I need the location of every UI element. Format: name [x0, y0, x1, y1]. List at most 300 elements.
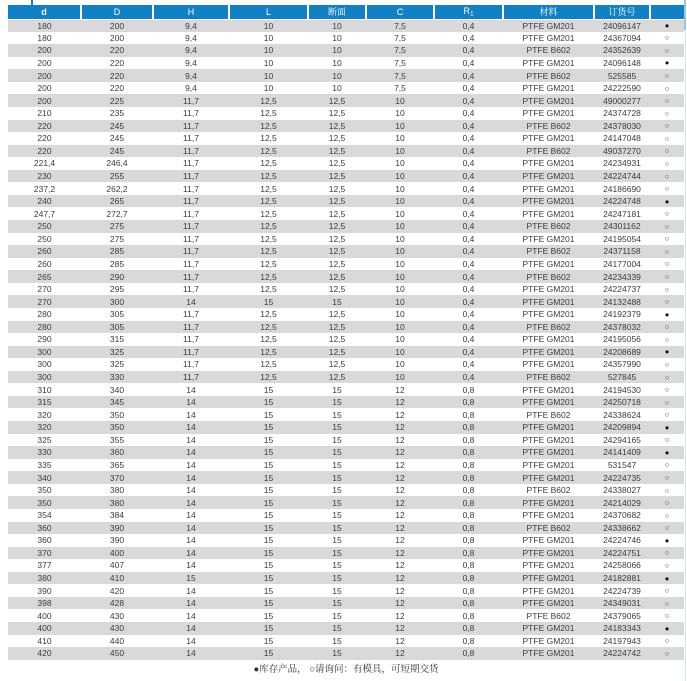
inquire-open-circle-icon: ○ — [664, 498, 670, 508]
table-row — [8, 207, 684, 220]
cell-R1: 0,8 — [462, 585, 475, 596]
cell-H: 15 — [186, 573, 196, 584]
cell-C: 12 — [395, 510, 405, 521]
stock-filled-circle-icon: ● — [664, 447, 670, 457]
cell-R1: 0,4 — [462, 359, 475, 370]
cell-R1: 0,8 — [462, 648, 475, 659]
cell-R1: 0,8 — [462, 459, 475, 470]
cell-R1: 0,4 — [462, 45, 475, 56]
cell-L: 10 — [263, 83, 274, 94]
availability-legend: ●库存产品， ○请询问：有模具，可短期交货 — [253, 664, 439, 675]
table-row — [8, 572, 684, 585]
cell-section: 15 — [332, 648, 342, 659]
cell-d: 180 — [37, 32, 52, 43]
cell-material: PTFE GM201 — [522, 547, 575, 558]
cell-material: PTFE B602 — [526, 70, 571, 81]
cell-material: PTFE GM201 — [522, 284, 575, 295]
cell-H: 14 — [186, 648, 196, 659]
table-row — [8, 509, 684, 522]
cell-section: 10 — [332, 83, 342, 94]
cell-H: 9,4 — [185, 20, 197, 31]
cell-H: 14 — [186, 535, 196, 546]
cell-L: 12,5 — [260, 171, 277, 182]
cell-order-no: 24224735 — [603, 472, 641, 483]
cell-material: PTFE B602 — [526, 321, 571, 332]
cell-D: 370 — [109, 472, 125, 483]
cell-material: PTFE GM201 — [522, 108, 575, 119]
cell-D: 272,7 — [106, 208, 128, 219]
cell-d: 240 — [37, 196, 52, 207]
cell-d: 230 — [37, 171, 52, 182]
table-row — [8, 484, 684, 497]
cell-d: 340 — [37, 472, 52, 483]
cell-L: 12,5 — [260, 158, 277, 169]
cell-d: 250 — [37, 221, 52, 232]
cell-C: 12 — [395, 648, 405, 659]
inquire-open-circle-icon: ○ — [664, 158, 670, 168]
cell-C: 10 — [395, 284, 405, 295]
cell-D: 365 — [109, 459, 125, 470]
cell-order-no: 24132488 — [603, 296, 641, 307]
cell-D: 325 — [109, 359, 125, 370]
cell-H: 14 — [186, 623, 196, 634]
stock-filled-circle-icon: ● — [664, 196, 670, 206]
cell-order-no: 24224751 — [603, 547, 641, 558]
cell-material: PTFE B602 — [526, 409, 571, 420]
cell-H: 9,4 — [185, 83, 197, 94]
table-row — [8, 622, 684, 635]
cell-D: 220 — [109, 45, 125, 56]
inquire-open-circle-icon: ○ — [664, 372, 670, 382]
cell-order-no: 24186690 — [603, 183, 641, 194]
column-header-R1: $R_1$ — [434, 5, 503, 19]
cell-section: 12,5 — [328, 221, 346, 232]
cell-C: 12 — [395, 585, 405, 596]
cell-D: 285 — [109, 246, 125, 257]
inquire-open-circle-icon: ○ — [664, 322, 670, 332]
cell-L: 15 — [263, 623, 274, 634]
table-row — [8, 195, 684, 208]
cell-H: 11,7 — [183, 346, 199, 357]
inquire-open-circle-icon: ○ — [664, 121, 670, 131]
cell-section: 12,5 — [328, 321, 346, 332]
table-row — [8, 333, 684, 346]
cell-d: 200 — [37, 45, 52, 56]
cell-D: 340 — [109, 384, 125, 395]
cell-section: 12,5 — [328, 233, 346, 244]
table-row — [8, 132, 684, 145]
table-row — [8, 371, 684, 384]
cell-section: 10 — [332, 32, 342, 43]
cell-section: 15 — [332, 623, 342, 634]
cell-R1: 0,4 — [462, 32, 475, 43]
cell-section: 12,5 — [328, 359, 346, 370]
cell-R1: 0,8 — [462, 610, 475, 621]
cell-d: 220 — [37, 133, 52, 144]
table-row — [8, 44, 684, 57]
cell-H: 11,7 — [183, 95, 199, 106]
cell-L: 12,5 — [260, 196, 277, 207]
cell-material: PTFE GM201 — [522, 535, 575, 546]
cell-R1: 0,4 — [462, 70, 475, 81]
cell-order-no: 24258066 — [603, 560, 641, 571]
cell-H: 11,7 — [183, 171, 199, 182]
cell-L: 15 — [263, 409, 274, 420]
cell-section: 15 — [332, 409, 342, 420]
cell-D: 355 — [109, 434, 125, 445]
cell-D: 235 — [109, 108, 125, 119]
cell-d: 335 — [37, 459, 52, 470]
cell-L: 12,5 — [260, 133, 277, 144]
cell-L: 15 — [263, 635, 274, 646]
cell-R1: 0,8 — [462, 422, 475, 433]
cell-L: 10 — [263, 70, 274, 81]
cell-d: 247,7 — [33, 208, 56, 219]
inquire-open-circle-icon: ○ — [664, 83, 670, 93]
cell-L: 15 — [263, 384, 274, 395]
cell-order-no: 24096148 — [603, 57, 641, 68]
table-row — [8, 270, 684, 283]
cell-D: 440 — [109, 635, 125, 646]
cell-D: 262,2 — [106, 183, 128, 194]
inquire-open-circle-icon: ○ — [664, 71, 670, 81]
cell-C: 7,5 — [394, 45, 406, 56]
cell-section: 15 — [332, 610, 342, 621]
cell-section: 15 — [332, 485, 342, 496]
cell-H: 11,7 — [183, 359, 199, 370]
cell-material: PTFE GM201 — [522, 397, 575, 408]
cell-section: 12,5 — [328, 133, 346, 144]
cell-C: 10 — [395, 208, 405, 219]
cell-section: 15 — [332, 384, 342, 395]
cell-D: 220 — [109, 57, 125, 68]
cell-R1: 0,4 — [462, 57, 475, 68]
cell-material: PTFE GM201 — [522, 346, 575, 357]
cell-R1: 0,4 — [462, 372, 475, 383]
cell-d: 390 — [37, 585, 52, 596]
cell-H: 11,7 — [183, 271, 199, 282]
cell-material: PTFE GM201 — [522, 635, 575, 646]
inquire-open-circle-icon: ○ — [664, 284, 670, 294]
cell-section: 10 — [332, 20, 342, 31]
table-row — [8, 396, 684, 409]
cell-L: 15 — [263, 459, 274, 470]
cell-D: 410 — [109, 573, 125, 584]
cell-R1: 0,8 — [462, 522, 475, 533]
table-row — [8, 120, 684, 133]
cell-L: 15 — [263, 598, 274, 609]
cell-order-no: 49000277 — [603, 95, 641, 106]
inquire-open-circle-icon: ○ — [664, 359, 670, 369]
column-header-L: L — [229, 5, 308, 19]
cell-material: PTFE B602 — [526, 45, 571, 56]
cell-R1: 0,8 — [462, 598, 475, 609]
cell-C: 10 — [395, 183, 405, 194]
cell-L: 10 — [263, 32, 274, 43]
table-row — [8, 258, 684, 271]
cell-H: 14 — [186, 472, 196, 483]
cell-material: PTFE GM201 — [522, 158, 575, 169]
cell-R1: 0,4 — [462, 108, 475, 119]
cell-L: 15 — [263, 296, 274, 307]
cell-C: 12 — [395, 598, 405, 609]
cell-L: 15 — [263, 510, 274, 521]
cell-d: 210 — [37, 108, 52, 119]
cell-section: 10 — [332, 57, 342, 68]
cell-R1: 0,4 — [462, 171, 475, 182]
cell-H: 11,7 — [183, 145, 199, 156]
cell-d: 220 — [37, 145, 52, 156]
inquire-open-circle-icon: ○ — [664, 272, 670, 282]
cell-C: 10 — [395, 108, 405, 119]
cell-D: 390 — [109, 535, 125, 546]
cell-d: 220 — [37, 120, 52, 131]
cell-section: 15 — [332, 573, 342, 584]
cell-material: PTFE GM201 — [522, 208, 575, 219]
cell-C: 10 — [395, 271, 405, 282]
cell-d: 260 — [37, 258, 52, 269]
cell-d: 360 — [37, 522, 52, 533]
cell-R1: 0,4 — [462, 258, 475, 269]
cell-R1: 0,4 — [462, 271, 475, 282]
inquire-open-circle-icon: ○ — [664, 133, 670, 143]
cell-C: 12 — [395, 547, 405, 558]
cell-C: 10 — [395, 346, 405, 357]
cell-C: 10 — [395, 233, 405, 244]
cell-C: 12 — [395, 422, 405, 433]
cell-D: 350 — [109, 409, 125, 420]
cell-C: 10 — [395, 158, 405, 169]
cell-D: 450 — [109, 648, 125, 659]
column-header-section: 断面 — [308, 5, 366, 19]
cell-material: PTFE GM201 — [522, 133, 575, 144]
inquire-open-circle-icon: ○ — [664, 334, 670, 344]
cell-R1: 0,4 — [462, 284, 475, 295]
cell-L: 15 — [263, 447, 274, 458]
cell-C: 7,5 — [394, 70, 406, 81]
cell-L: 15 — [263, 422, 274, 433]
cell-C: 12 — [395, 522, 405, 533]
inquire-open-circle-icon: ○ — [664, 246, 670, 256]
cell-R1: 0,8 — [462, 623, 475, 634]
cell-material: PTFE GM201 — [522, 648, 575, 659]
cell-H: 14 — [186, 397, 196, 408]
cell-H: 14 — [186, 447, 196, 458]
cell-D: 200 — [109, 32, 125, 43]
cell-section: 15 — [332, 472, 342, 483]
cell-D: 225 — [109, 95, 125, 106]
cell-d: 237,2 — [33, 183, 56, 194]
cell-C: 10 — [395, 171, 405, 182]
cell-H: 14 — [186, 459, 196, 470]
cell-L: 12,5 — [260, 359, 277, 370]
cell-H: 11,7 — [183, 120, 199, 131]
cell-material: PTFE GM201 — [522, 171, 575, 182]
cell-material: PTFE GM201 — [522, 472, 575, 483]
stock-filled-circle-icon: ● — [664, 21, 670, 31]
cell-d: 400 — [37, 610, 52, 621]
cell-material: PTFE GM201 — [522, 598, 575, 609]
cell-H: 14 — [186, 635, 196, 646]
cell-D: 246,4 — [106, 158, 128, 169]
cell-section: 12,5 — [328, 171, 346, 182]
cell-H: 11,7 — [183, 158, 199, 169]
table-row — [8, 245, 684, 258]
cell-R1: 0,8 — [462, 547, 475, 558]
inquire-open-circle-icon: ○ — [664, 146, 670, 156]
inquire-open-circle-icon: ○ — [664, 234, 670, 244]
table-row — [8, 346, 684, 359]
cell-material: PTFE B602 — [526, 145, 571, 156]
page-edge-line — [685, 0, 686, 681]
cell-H: 14 — [186, 384, 196, 395]
cell-material: PTFE B602 — [526, 372, 571, 383]
cell-L: 10 — [263, 20, 274, 31]
table-row — [8, 534, 684, 547]
cell-H: 14 — [186, 409, 196, 420]
cell-material: PTFE B602 — [526, 246, 571, 257]
inquire-open-circle-icon: ○ — [664, 460, 670, 470]
cell-C: 12 — [395, 459, 405, 470]
table-row — [8, 82, 684, 95]
inquire-open-circle-icon: ○ — [664, 611, 670, 621]
cell-L: 15 — [263, 585, 274, 596]
cell-D: 390 — [109, 522, 125, 533]
cell-order-no: 24294165 — [603, 434, 641, 445]
cell-order-no: 24301162 — [603, 221, 641, 232]
inquire-open-circle-icon: ○ — [664, 385, 670, 395]
cell-material: PTFE GM201 — [522, 309, 575, 320]
cell-R1: 0,4 — [462, 20, 475, 31]
cell-R1: 0,8 — [462, 497, 475, 508]
cell-d: 221,4 — [33, 158, 56, 169]
cell-L: 15 — [263, 522, 274, 533]
cell-D: 290 — [109, 271, 125, 282]
cell-d: 420 — [37, 648, 52, 659]
inquire-open-circle-icon: ○ — [664, 209, 670, 219]
cell-R1: 0,8 — [462, 510, 475, 521]
cell-section: 15 — [332, 434, 342, 445]
cell-material: PTFE B602 — [526, 221, 571, 232]
cell-D: 360 — [109, 447, 125, 458]
cell-order-no: 24367094 — [603, 32, 641, 43]
cell-H: 14 — [186, 522, 196, 533]
cell-D: 275 — [109, 221, 125, 232]
cell-D: 407 — [109, 560, 125, 571]
cell-H: 11,7 — [183, 221, 199, 232]
table-row — [8, 522, 684, 535]
cell-order-no: 24224739 — [603, 585, 641, 596]
cell-order-no: 24224742 — [603, 648, 641, 659]
cell-H: 14 — [186, 510, 196, 521]
cell-section: 12,5 — [328, 246, 346, 257]
cell-D: 420 — [109, 585, 125, 596]
cell-L: 12,5 — [260, 309, 277, 320]
cell-section: 12,5 — [328, 120, 346, 131]
cell-D: 428 — [109, 598, 125, 609]
cell-order-no: 24338624 — [603, 409, 641, 420]
cell-d: 315 — [37, 397, 52, 408]
cell-material: PTFE GM201 — [522, 459, 575, 470]
inquire-open-circle-icon: ○ — [664, 510, 670, 520]
inquire-open-circle-icon: ○ — [664, 548, 670, 558]
cell-H: 9,4 — [185, 45, 197, 56]
inquire-open-circle-icon: ○ — [664, 397, 670, 407]
table-row — [8, 57, 684, 70]
cell-L: 15 — [263, 434, 274, 445]
cell-d: 398 — [37, 598, 52, 609]
product-table — [8, 5, 684, 660]
cell-R1: 0,4 — [462, 133, 475, 144]
cell-H: 11,7 — [183, 108, 199, 119]
cell-L: 15 — [263, 472, 274, 483]
cell-material: PTFE B602 — [526, 522, 571, 533]
cell-L: 15 — [263, 497, 274, 508]
stock-filled-circle-icon: ● — [664, 58, 670, 68]
cell-material: PTFE GM201 — [522, 447, 575, 458]
cell-order-no: 24183343 — [603, 623, 641, 634]
cell-C: 10 — [395, 145, 405, 156]
cell-d: 300 — [37, 359, 52, 370]
cell-d: 350 — [37, 485, 52, 496]
cell-H: 11,7 — [183, 133, 199, 144]
cell-d: 320 — [37, 422, 52, 433]
cell-L: 12,5 — [260, 334, 277, 345]
cell-C: 12 — [395, 560, 405, 571]
cell-order-no: 24195054 — [603, 233, 641, 244]
cell-H: 11,7 — [183, 258, 199, 269]
inquire-open-circle-icon: ○ — [664, 33, 670, 43]
cell-order-no: 24214029 — [603, 497, 641, 508]
cell-order-no: 24208689 — [603, 346, 641, 357]
cell-section: 12,5 — [328, 183, 346, 194]
cell-material: PTFE B602 — [526, 610, 571, 621]
cell-material: PTFE GM201 — [522, 334, 575, 345]
table-row — [8, 459, 684, 472]
cell-section: 12,5 — [328, 346, 346, 357]
cell-H: 11,7 — [183, 196, 199, 207]
cell-order-no: 24352639 — [603, 45, 641, 56]
cell-section: 15 — [332, 560, 342, 571]
cell-section: 12,5 — [328, 108, 346, 119]
cell-C: 12 — [395, 635, 405, 646]
cell-D: 245 — [109, 145, 125, 156]
cell-d: 325 — [37, 434, 52, 445]
inquire-open-circle-icon: ○ — [664, 560, 670, 570]
table-row — [8, 19, 684, 32]
cell-order-no: 24234339 — [603, 271, 641, 282]
cell-order-no: 24378030 — [603, 120, 641, 131]
table-row — [8, 220, 684, 233]
cell-H: 14 — [186, 422, 196, 433]
table-row — [8, 496, 684, 509]
page-edge-line-top — [684, 0, 686, 30]
stock-filled-circle-icon: ● — [664, 535, 670, 545]
cell-D: 295 — [109, 284, 125, 295]
table-row — [8, 157, 684, 170]
cell-R1: 0,4 — [462, 334, 475, 345]
cell-R1: 0,8 — [462, 447, 475, 458]
cell-order-no: 24370682 — [603, 510, 641, 521]
inquire-open-circle-icon: ○ — [664, 45, 670, 55]
cell-L: 15 — [263, 485, 274, 496]
cell-R1: 0,8 — [462, 472, 475, 483]
cell-d: 377 — [37, 560, 52, 571]
cell-material: PTFE B602 — [526, 271, 571, 282]
cell-C: 10 — [395, 359, 405, 370]
cell-D: 380 — [109, 485, 125, 496]
inquire-open-circle-icon: ○ — [664, 221, 670, 231]
